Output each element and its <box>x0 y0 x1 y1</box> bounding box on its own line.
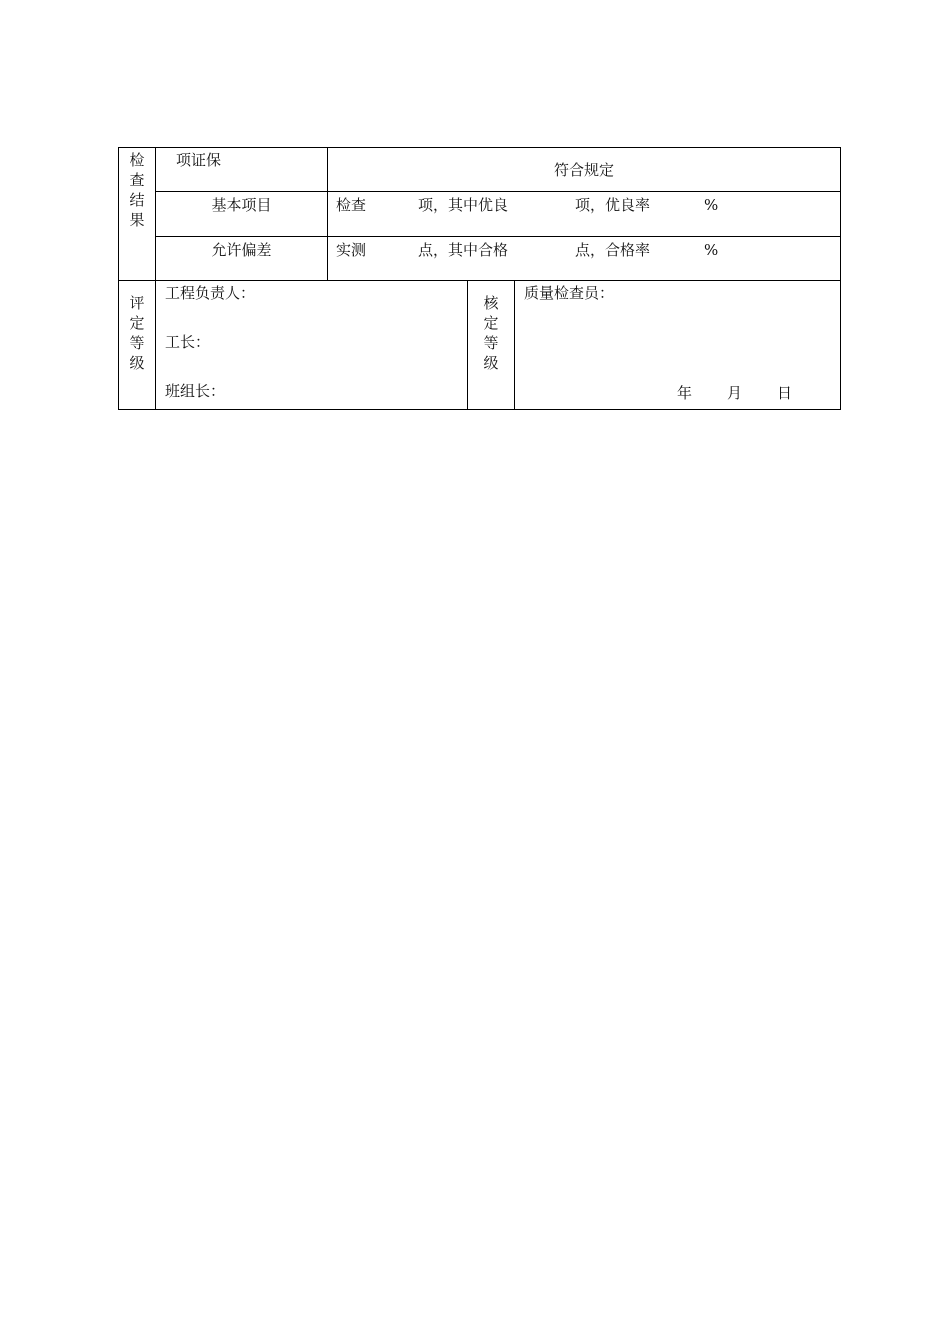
basic-item-detail-cell <box>328 192 841 237</box>
guarantee-item-row <box>119 148 841 192</box>
basic-item-check-text: 检查 <box>336 196 367 214</box>
tolerance-row <box>119 237 841 281</box>
rating-char-4: 级 <box>129 354 145 372</box>
check-results-char-2: 查 <box>129 171 145 189</box>
tolerance-label: 允许偏差 <box>211 241 272 259</box>
check-results-vertical-label <box>119 148 156 281</box>
tolerance-qualified-text: 点，其中合格 <box>418 241 509 259</box>
rating-vertical-label <box>119 281 156 410</box>
guarantee-item-label: 项证保 <box>176 151 222 169</box>
verification-char-3: 等 <box>483 334 499 352</box>
basic-item-label-cell <box>156 192 328 237</box>
verification-char-4: 级 <box>483 354 499 372</box>
guarantee-item-result-cell <box>328 148 841 192</box>
team-lead-label: 班组长： <box>165 382 226 400</box>
guarantee-item-result: 符合规定 <box>554 160 615 179</box>
verification-char-1: 核 <box>483 294 499 312</box>
basic-item-excellent-text: 项，其中优良 <box>418 196 509 214</box>
tolerance-detail-cell <box>328 237 841 281</box>
check-results-char-1: 检 <box>129 151 145 169</box>
verification-vertical-label <box>468 281 515 410</box>
basic-item-percent: % <box>704 196 719 214</box>
basic-item-rate-text: 项，优良率 <box>575 196 651 214</box>
year-label: 年 <box>676 384 692 402</box>
check-results-char-4: 果 <box>129 211 145 229</box>
month-label: 月 <box>727 384 743 402</box>
guarantee-item-label-cell <box>156 148 328 192</box>
verification-signature-cell <box>515 281 841 410</box>
tolerance-label-cell <box>156 237 328 281</box>
tolerance-percent: % <box>704 241 719 259</box>
basic-item-row <box>119 192 841 237</box>
basic-item-label: 基本项目 <box>211 196 272 214</box>
tolerance-rate-text: 点，合格率 <box>575 241 651 259</box>
inspection-form-table <box>118 147 841 410</box>
rating-char-1: 评 <box>129 294 145 312</box>
rating-char-3: 等 <box>129 334 145 352</box>
rating-signatures-cell <box>156 281 468 410</box>
tolerance-measured-text: 实测 <box>336 241 367 259</box>
date-line <box>677 383 792 403</box>
foreman-label: 工长： <box>165 333 211 351</box>
rating-row <box>119 281 841 410</box>
day-label: 日 <box>777 384 793 402</box>
check-results-char-3: 结 <box>129 191 145 209</box>
quality-inspector-label: 质量检查员： <box>524 284 615 302</box>
verification-char-2: 定 <box>483 314 499 332</box>
project-lead-label: 工程负责人： <box>165 284 256 302</box>
rating-char-2: 定 <box>129 314 145 332</box>
